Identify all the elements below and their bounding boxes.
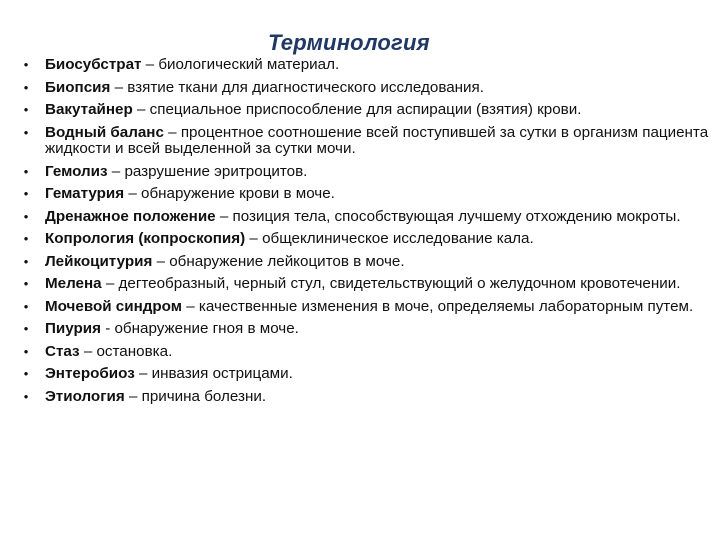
term-definition: – разрушение эритроцитов. — [107, 162, 308, 180]
term-item — [20, 299, 710, 316]
term-definition: – специальное приспособление для аспирации (взятия) крови. — [132, 101, 582, 118]
term-definition: – биологический материал. — [141, 56, 340, 73]
term-definition: – позиция тела, способствующая лучшему отхождению мокроты. — [215, 207, 681, 225]
bullet-icon: • — [23, 163, 29, 179]
term-item — [20, 366, 710, 383]
term-name: Пиурия — [45, 320, 101, 337]
term-name: Дренажное положение — [45, 207, 216, 225]
term-item — [20, 344, 710, 361]
term-name: Гематурия — [45, 185, 125, 202]
term-item — [20, 186, 710, 203]
term-item — [20, 102, 710, 119]
term-name: Вакутайнер — [45, 101, 133, 118]
bullet-icon: • — [23, 388, 29, 404]
term-name: Лейкоцитурия — [45, 252, 153, 270]
terms-list — [20, 57, 710, 411]
term-definition: – остановка. — [79, 342, 173, 360]
bullet-icon: • — [23, 124, 29, 140]
term-name: Водный баланс — [45, 123, 164, 141]
bullet-icon: • — [23, 208, 29, 224]
term-definition: – процентное соотношение всей поступившей за сутки в организм пациента жидкости и всей выделенной за сутки мочи. — [45, 123, 709, 157]
term-item — [20, 231, 710, 248]
bullet-icon: • — [23, 343, 29, 359]
bullet-icon: • — [23, 298, 29, 314]
term-item — [20, 276, 710, 293]
term-item — [20, 321, 710, 338]
term-item — [20, 389, 710, 406]
bullet-icon: • — [23, 321, 29, 336]
bullet-icon: • — [23, 366, 29, 381]
term-definition: – взятие ткани для диагностического исследования. — [110, 78, 484, 96]
bullet-icon: • — [23, 231, 29, 246]
term-item — [20, 125, 710, 158]
bullet-icon: • — [23, 253, 29, 269]
term-name: Копрология (копроскопия) — [45, 230, 246, 247]
bullet-icon: • — [23, 276, 29, 291]
term-name: Биосубстрат — [45, 56, 142, 73]
term-name: Этиология — [45, 387, 125, 405]
term-name: Энтеробиоз — [45, 365, 135, 382]
term-definition: – инвазия острицами. — [134, 365, 293, 382]
term-definition: – общеклиническое исследование кала. — [245, 230, 534, 247]
bullet-icon: • — [23, 102, 29, 117]
bullet-icon: • — [23, 57, 29, 72]
term-item — [20, 57, 710, 74]
bullet-icon: • — [23, 79, 29, 95]
term-item — [20, 80, 710, 97]
term-item — [20, 164, 710, 181]
term-item — [20, 209, 710, 226]
term-definition: – причина болезни. — [124, 387, 267, 405]
term-name: Стаз — [45, 342, 80, 360]
term-definition: - обнаружение гноя в моче. — [100, 320, 299, 337]
term-item — [20, 254, 710, 271]
term-name: Гемолиз — [45, 162, 108, 180]
term-definition: – обнаружение крови в моче. — [124, 185, 335, 202]
term-definition: – обнаружение лейкоцитов в моче. — [152, 252, 405, 270]
term-name: Мелена — [45, 275, 102, 292]
slide-title: Терминология — [268, 30, 430, 55]
term-name: Биопсия — [45, 78, 111, 96]
bullet-icon: • — [23, 186, 29, 201]
term-definition: – качественные изменения в моче, определяемы лабораторным путем. — [181, 297, 694, 315]
term-definition: – дегтеобразный, черный стул, свидетельствующий о желудочном кровотечении. — [101, 275, 681, 292]
term-name: Мочевой синдром — [45, 297, 182, 315]
